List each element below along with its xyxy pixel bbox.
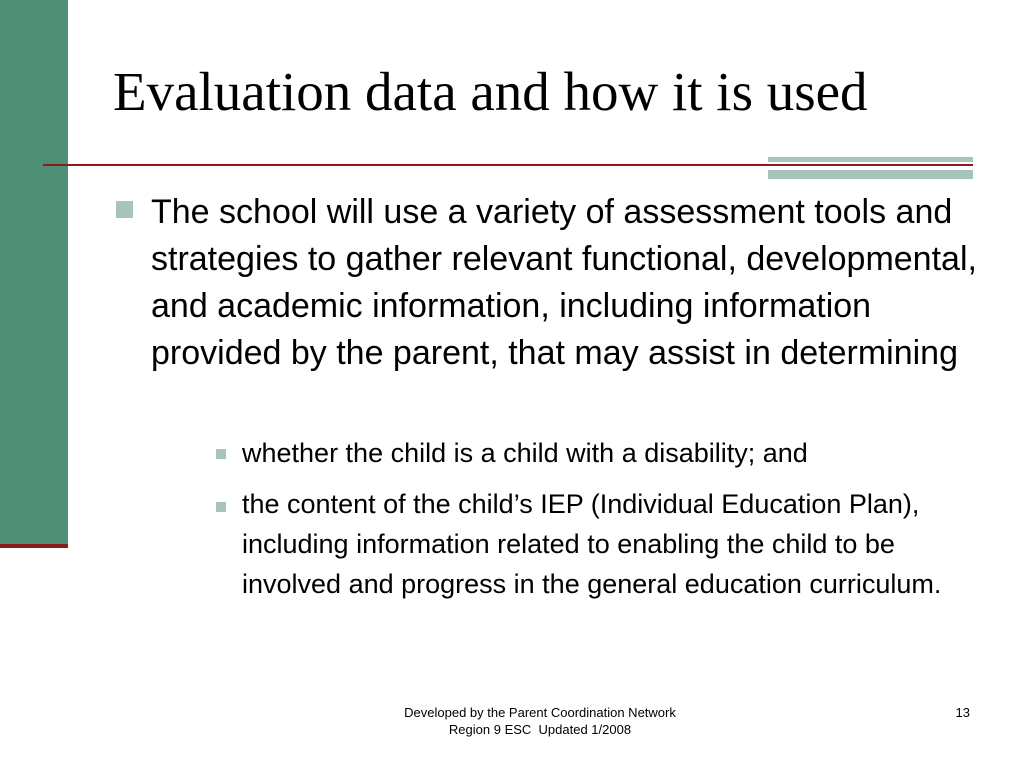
left-band-bottom-rule (0, 544, 68, 548)
page-number: 13 (955, 705, 970, 720)
main-bullet-text: The school will use a variety of assessment tools and strategies to gather relevant functional, developmental, and academic information, including information provided by the parent, that may assist in determining (151, 193, 977, 372)
divider-accent-bar-bottom (768, 170, 973, 179)
title-divider-rule (43, 164, 973, 166)
footer-line-2: Region 9 ESC Updated 1/2008 (448, 722, 632, 737)
footer-line-1: Developed by the Parent Coordination Network (404, 705, 676, 720)
square-bullet-icon (116, 201, 133, 218)
slide-footer (340, 704, 740, 738)
left-decorative-band (0, 0, 68, 545)
sub-bullet-text-2: the content of the child’s IEP (Individual Education Plan), including information related to enabling the child to be involved and progress in the general education curriculum. (242, 489, 942, 599)
sub-bullet-text-1: whether the child is a child with a disability; and (242, 438, 808, 468)
small-square-bullet-icon (216, 449, 226, 459)
small-square-bullet-icon (216, 502, 226, 512)
divider-accent-bar-top (768, 157, 973, 162)
slide-title: Evaluation data and how it is used (113, 61, 868, 122)
